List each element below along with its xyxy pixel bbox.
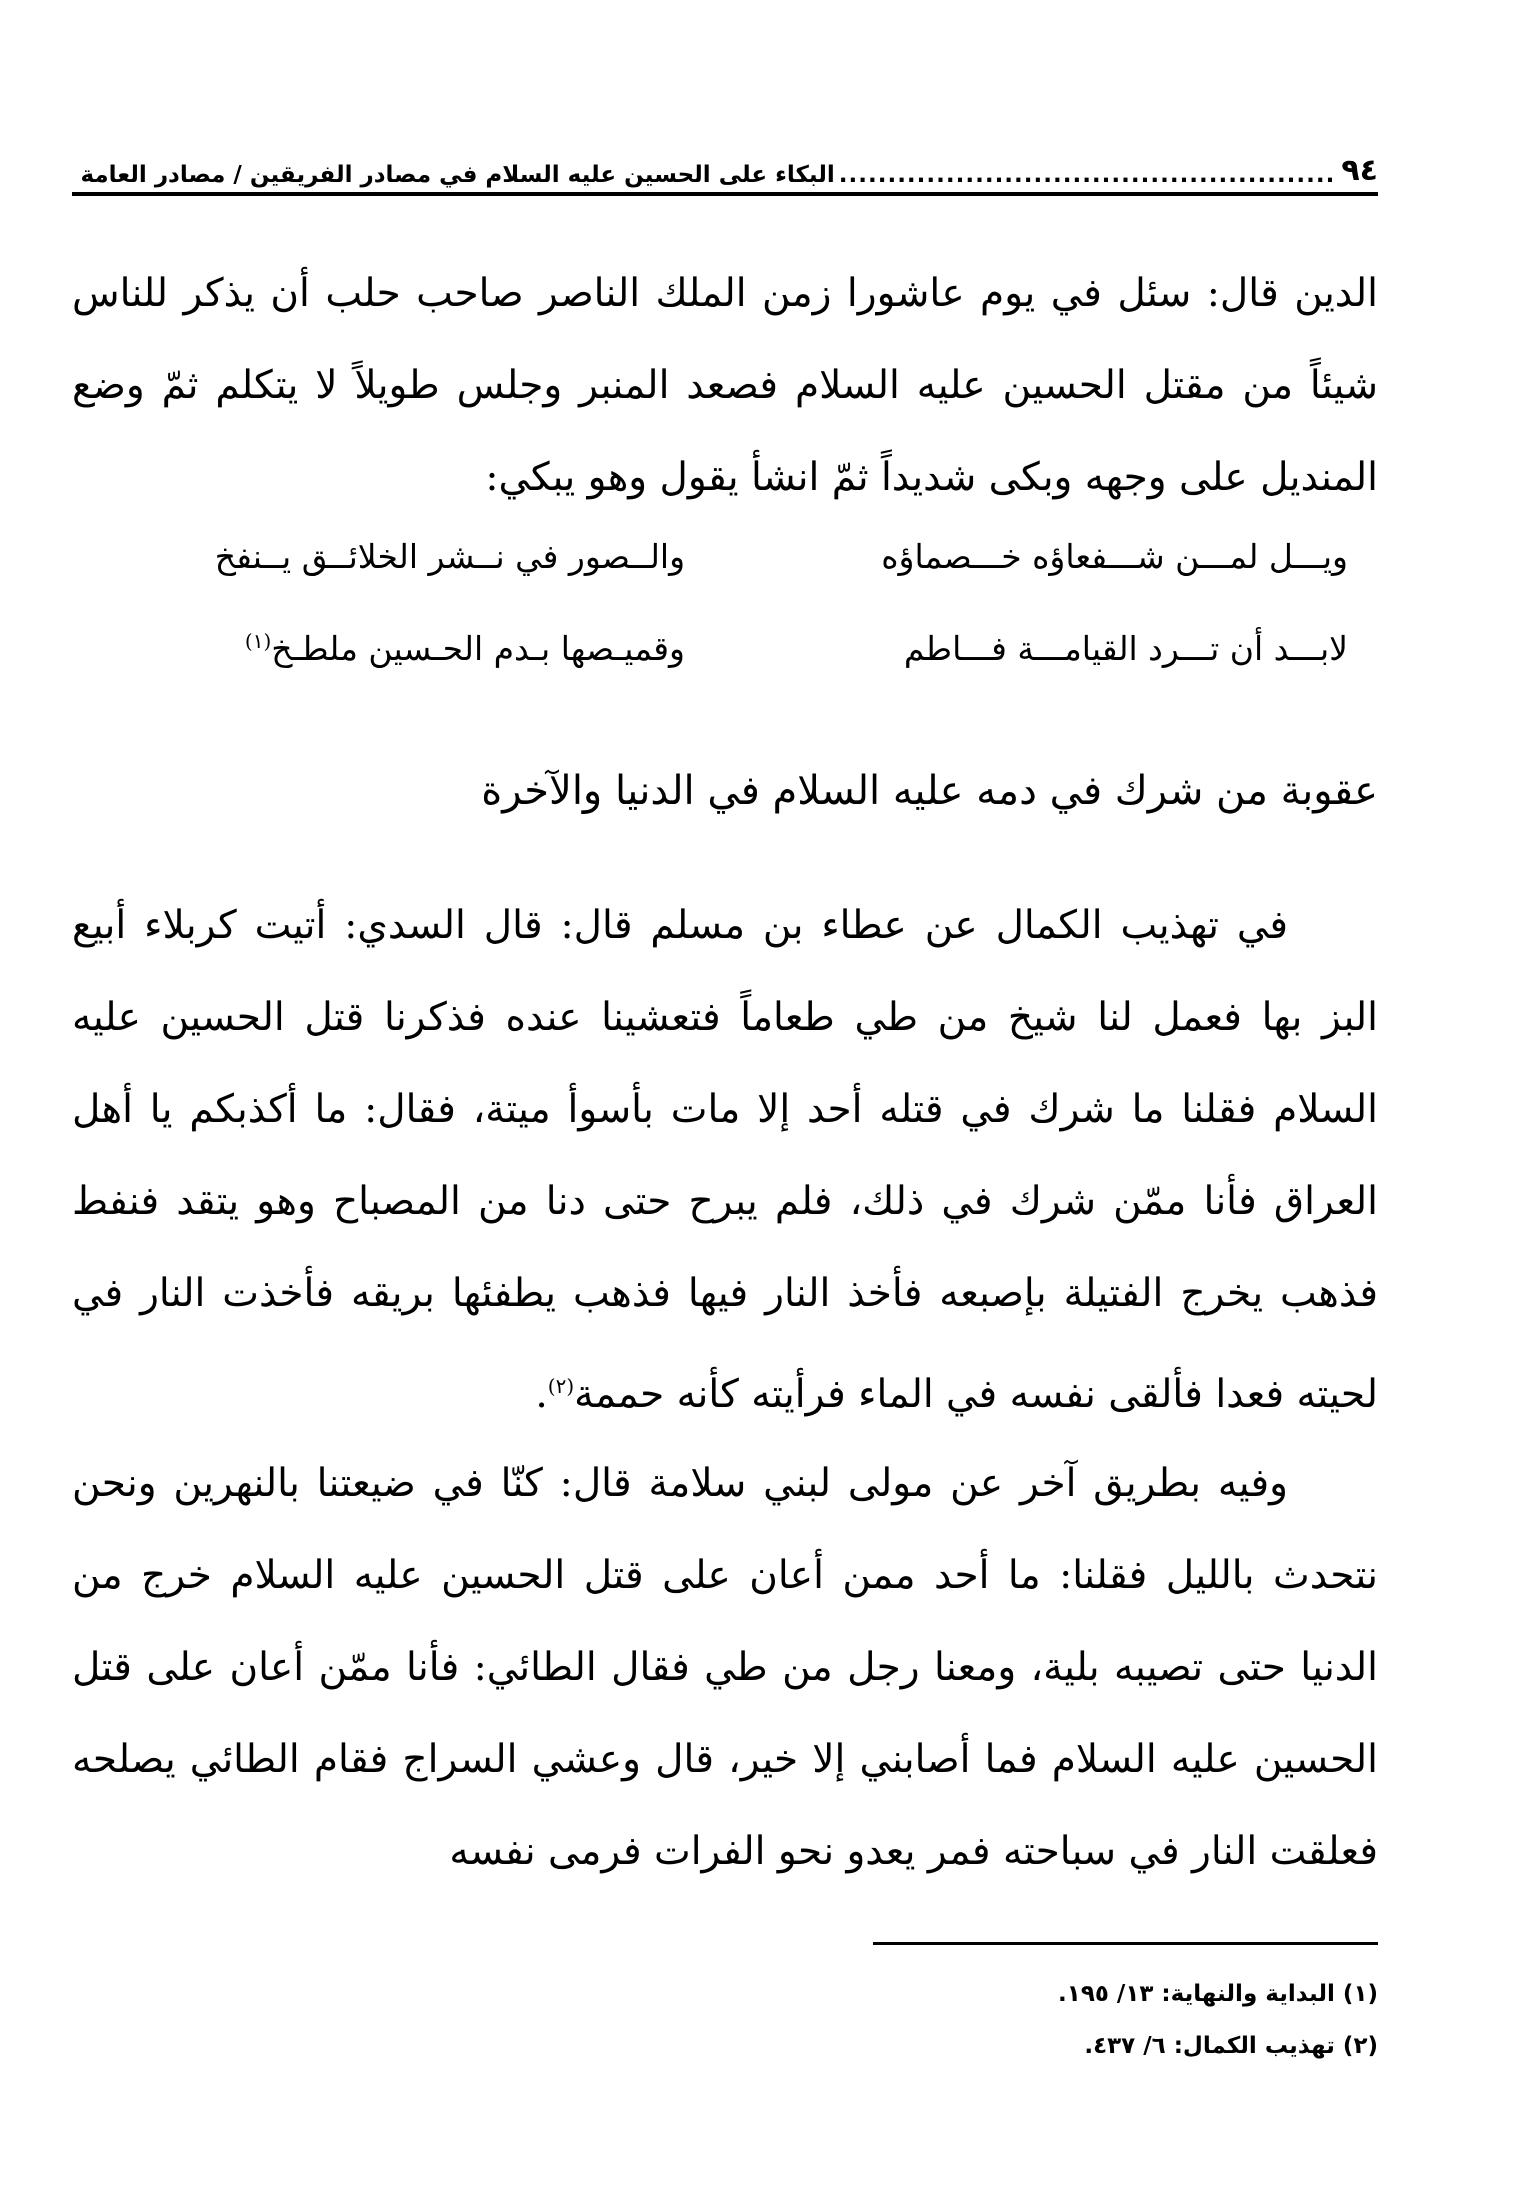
page-number: ٩٤ — [1341, 153, 1378, 188]
verse-2 — [72, 602, 1378, 694]
footnote-1: (١) البداية والنهاية: ١٣/ ١٩٥. — [1058, 1981, 1378, 2007]
header-dots: ................................................... — [838, 162, 1336, 188]
verse-2-second-hemistich — [72, 629, 725, 668]
verse-2-second-text: وقميـصها بـدم الحـسين ملطـخ — [271, 628, 685, 668]
verse-1-second-hemistich: والــصور في نــشر الخلائــق يــنفخ — [214, 536, 685, 576]
poem-verses — [72, 510, 1378, 694]
verse-2-first-hemistich: لابـــد أن تـــرد القيامـــة فـــاطم — [903, 628, 1348, 668]
footnote-ref-1: (١) — [244, 628, 272, 653]
paragraph-tahdhib-end: . — [535, 1372, 548, 1417]
footnote-ref-2: (٢) — [547, 1374, 575, 1398]
running-title: البكاء على الحسين عليه السلام في مصادر الفريقين / مصادر العامة — [80, 162, 835, 188]
footnotes — [72, 1968, 1378, 2072]
section-heading: عقوبة من شرك في دمه عليه السلام في الدنيا والآخرة — [481, 768, 1378, 814]
running-header — [72, 150, 1378, 196]
verse-1-first-hemistich: ويـــل لمـــن شـــفعاؤه خـــصماؤه — [881, 536, 1348, 576]
paragraph-tahdhib-text: في تهذيب الكمال عن عطاء بن مسلم قال: قال السدي: أتيت كربلاء أبيع البز بها فعمل لنا شيخ من طي طعاماً فتعشينا عنده فذكرنا قتل الحسين عليه السلام فقلنا ما شرك في قتله أحد إلا مات بأسوأ ميتة، فقال: ما أكذبكم يا أهل العراق فأنا ممّن شرك في ذلك، فلم يبرح حتى دنا من المصباح وهو يتقد فنفط فذهب يخرج الفتيلة بإصبعه فأخذ النار فيها فذهب يطفئها بريقه فأخذت النار في لحيته فعدا فألقى نفسه في الماء فرأيته كأنه حممة — [72, 903, 1378, 1417]
paragraph-another-route: وفيه بطريق آخر عن مولى لبني سلامة قال: كنّا في ضيعتنا بالنهرين ونحن نتحدث بالليل فقلنا: ما أحد ممن أعان على قتل الحسين عليه السلام خرج من الدنيا حتى تصيبه بلية، ومعنا رجل من طي فقال الطائي: فأنا ممّن أعان على قتل الحسين عليه السلام فما أصابني إلا خير، قال وعشي السراج فقام الطائي يصلحه فعلقت النار في سباحته فمر يعدو نحو الفرات فرمى نفسه — [72, 1461, 1378, 1874]
footnote-2: (٢) تهذيب الكمال: ٦/ ٤٣٧. — [1084, 2033, 1378, 2059]
paragraph-intro: الدين قال: سئل في يوم عاشورا زمن الملك الناصر صاحب حلب أن يذكر للناس شيئاً من مقتل الحسين عليه السلام فصعد المنبر وجلس طويلاً لا يتكلم ثمّ وضع المنديل على وجهه وبكى شديداً ثمّ انشأ يقول وهو يبكي: — [72, 271, 1378, 500]
paragraph-tahdhib — [72, 880, 1378, 1441]
footnote-divider — [873, 1942, 1378, 1945]
document-page — [72, 0, 1378, 2206]
verse-1 — [72, 510, 1378, 602]
